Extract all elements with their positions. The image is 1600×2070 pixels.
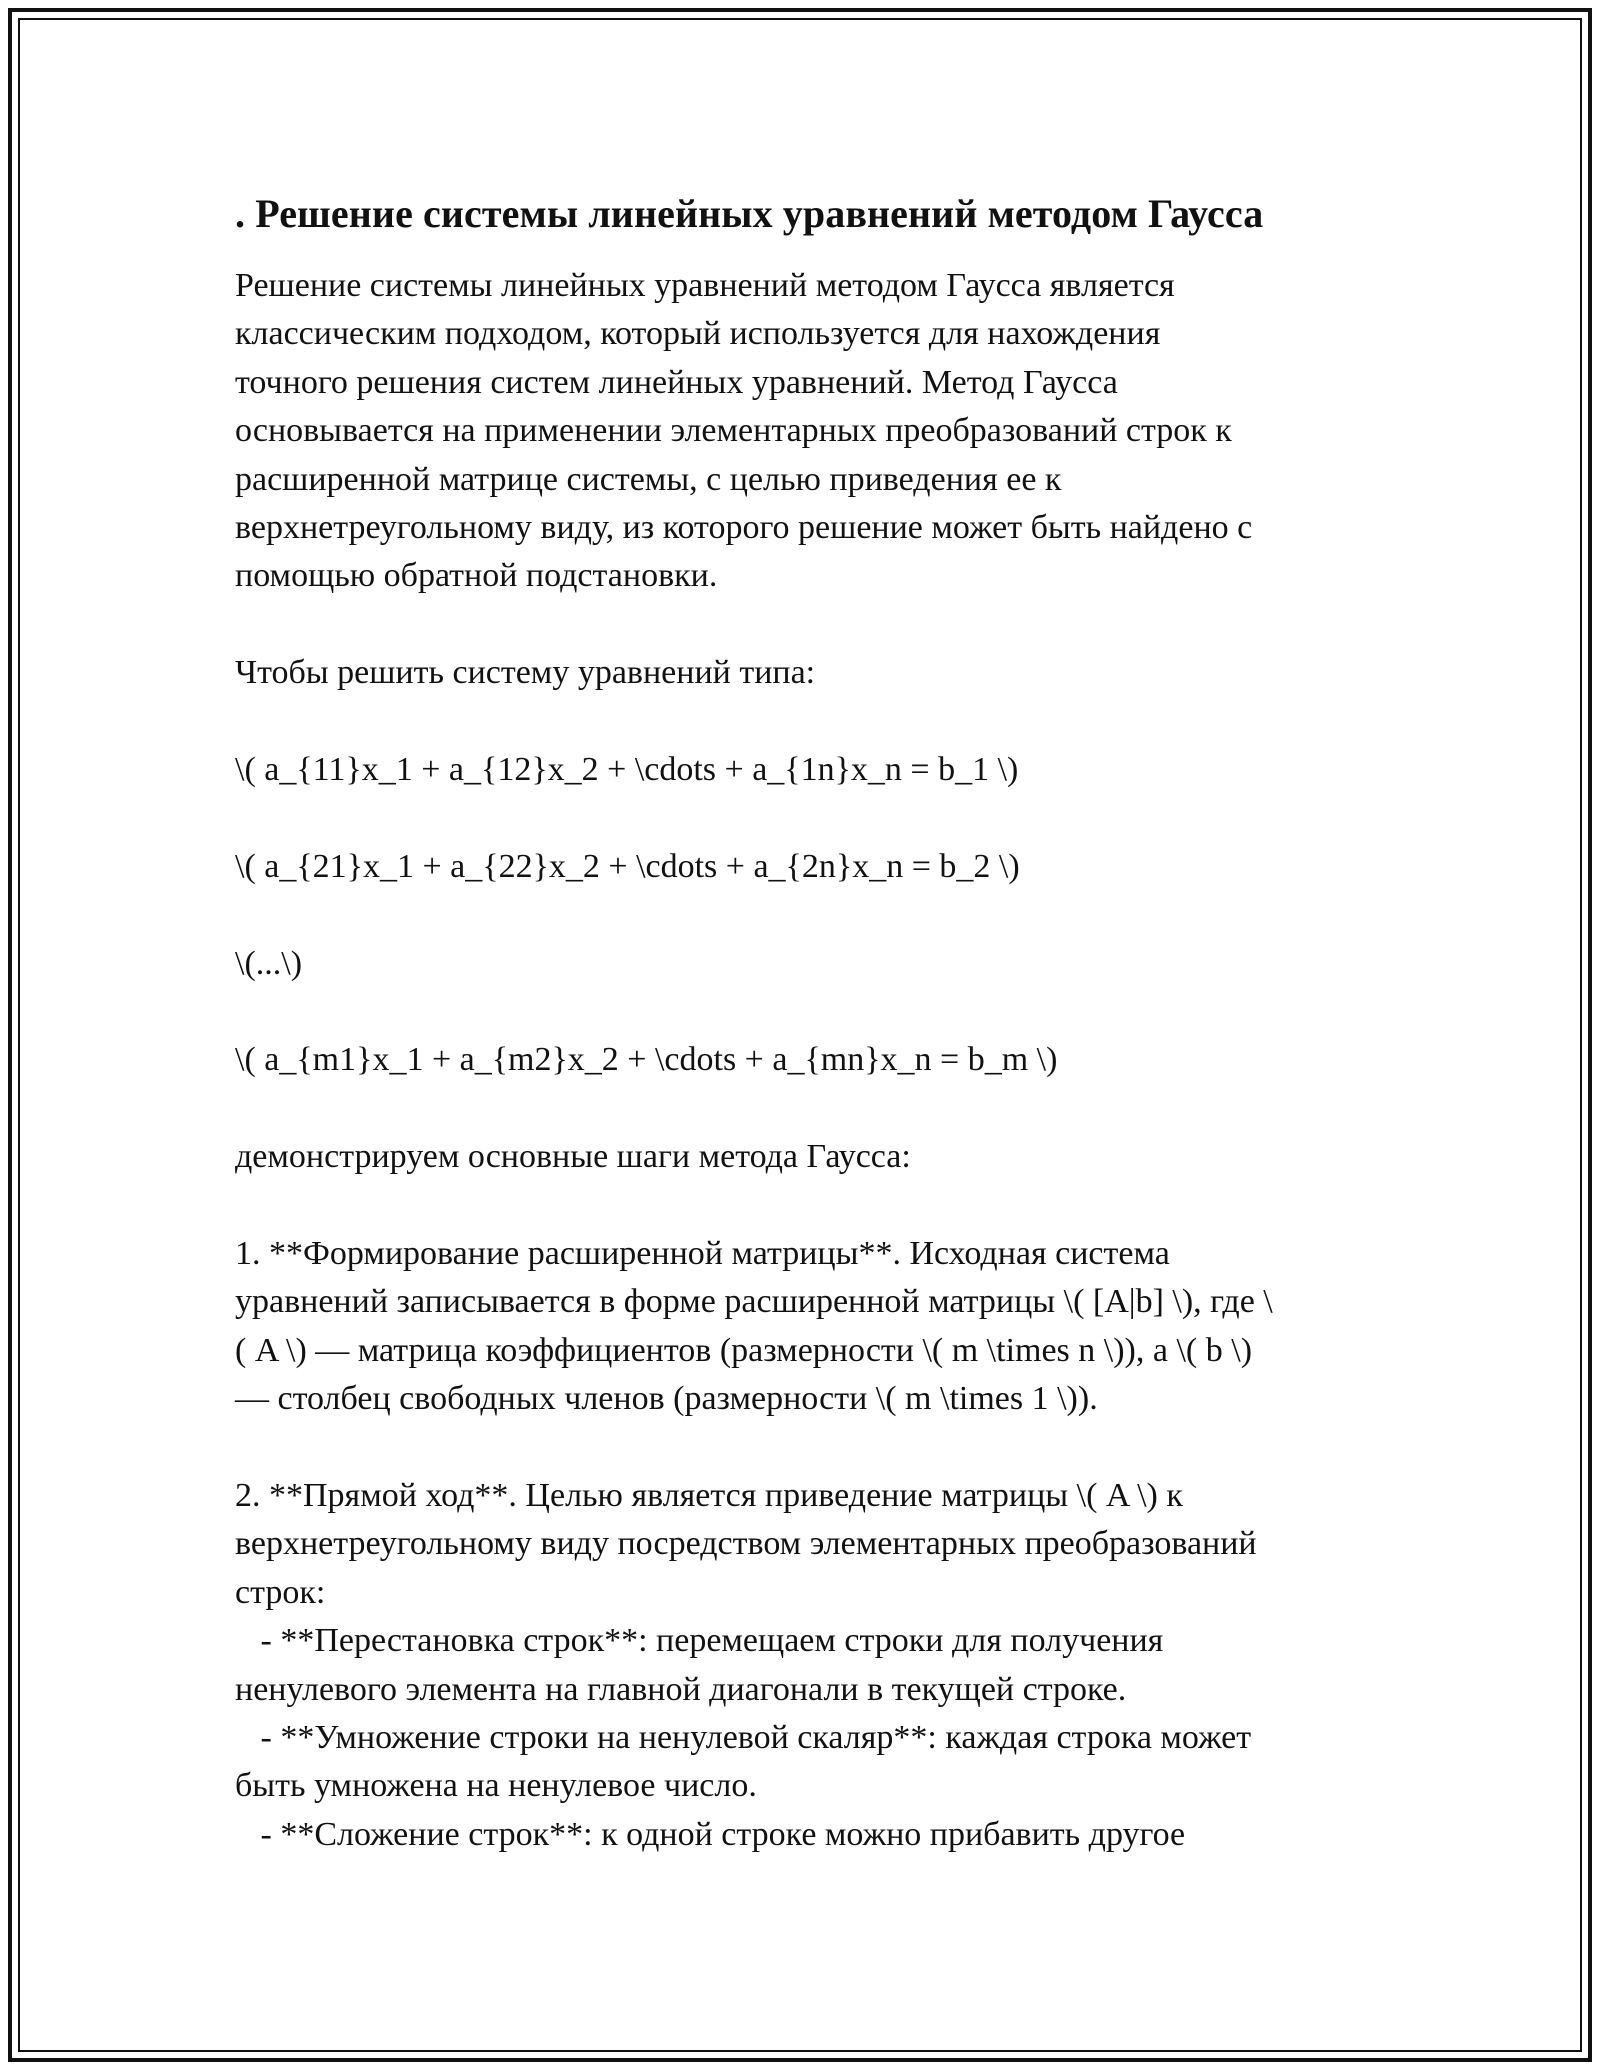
steps-intro-paragraph: демонстрируем основные шаги метода Гаусса:: [235, 1138, 911, 1176]
intro-paragraph: Решение системы линейных уравнений методом Гаусса является классическим подходом, который используется для нахождения точного решения систем линейных уравнений. Метод Гаусса основывается на применении элементарных преобразований строк к расширенной матрице системы, с целью приведения ее к верхнетреугольному виду, из которого решение может быть найдено с помощью обратной подстановки.: [235, 267, 1253, 595]
step-1-paragraph: 1. **Формирование расширенной матрицы**. Исходная система уравнений записывается в форме расширенной матрицы \( [A|b] \), где \ ( A \) — матрица коэффициентов (размерности \( m \times n \)), а \( b \) — столбец свободных членов (размерности \( m \times 1 \)).: [235, 1235, 1273, 1418]
equation-row-2: \( a_{21}x_1 + a_{22}x_2 + \cdots + a_{2n}x_n = b_2 \): [235, 847, 1020, 885]
step-2-paragraph: 2. **Прямой ход**. Целью является приведение матрицы \( A \) к верхнетреугольному виду посредством элементарных преобразований строк: - **Перестановка строк**: перемещаем строки для получения ненулевого элемента на главной диагонали в текущей строке. - **Умножение строки на ненулевой скаляр**: каждая строка может быть умножена на ненулевое число. - **Сложение строк**: к одной строке можно прибавить другое: [235, 1477, 1257, 1853]
document-title: . Решение системы линейных уравнений методом Гаусса: [235, 191, 1264, 236]
equation-row-m: \( a_{m1}x_1 + a_{m2}x_2 + \cdots + a_{mn}x_n = b_m \): [235, 1041, 1058, 1079]
document-body: [235, 186, 1375, 1859]
system-lead-paragraph: Чтобы решить систему уравнений типа:: [235, 654, 816, 692]
equation-ellipsis: \(...\): [235, 944, 303, 982]
equation-row-1: \( a_{11}x_1 + a_{12}x_2 + \cdots + a_{1n}x_n = b_1 \): [235, 751, 1019, 789]
